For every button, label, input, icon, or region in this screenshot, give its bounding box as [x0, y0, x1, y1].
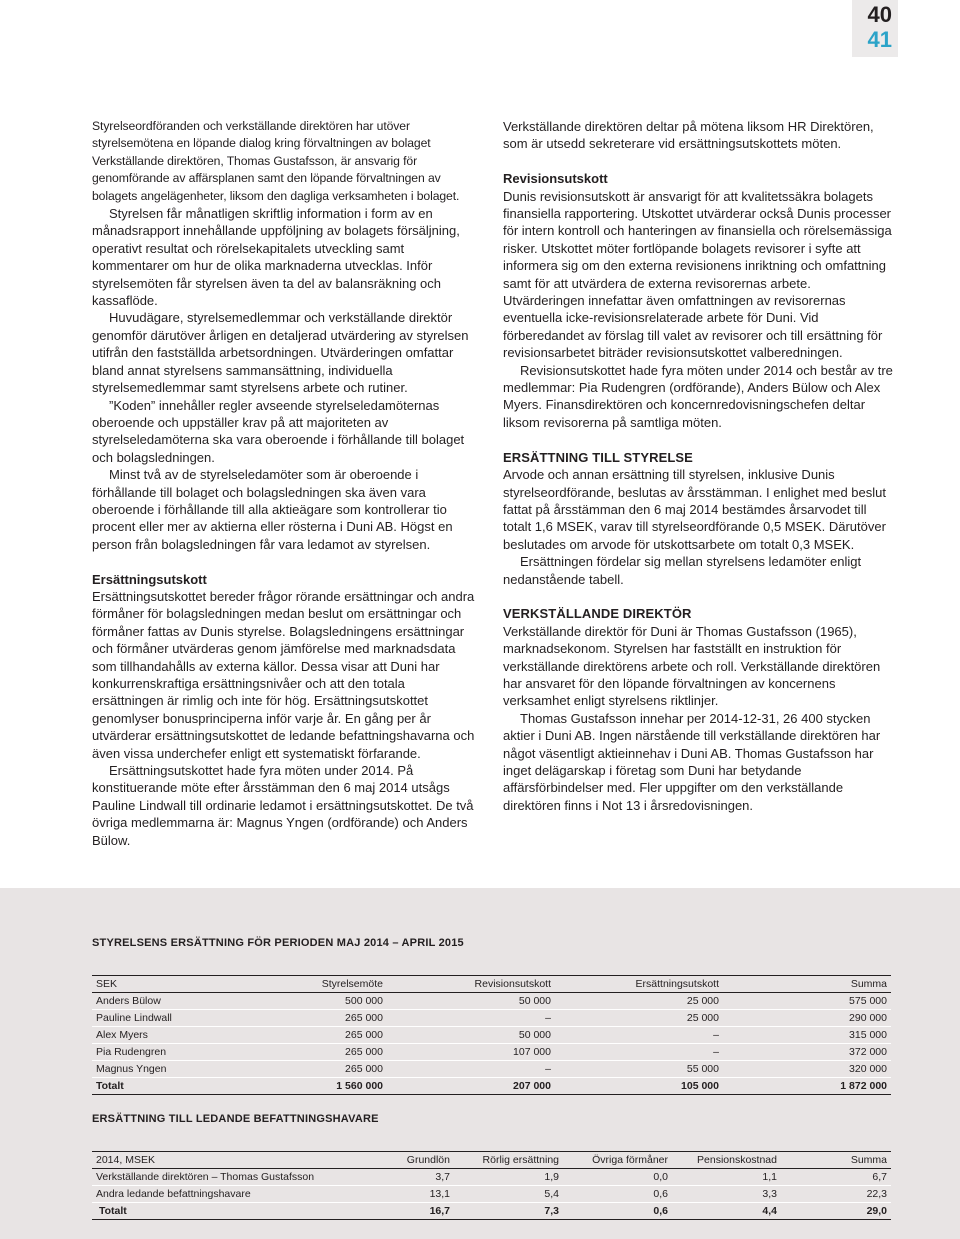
table-cell: –	[555, 1027, 723, 1044]
table-cell: –	[555, 1044, 723, 1061]
table-cell: 6,7	[781, 1169, 891, 1186]
right-paragraph-3: Revisionsutskottet hade fyra möten under 2014 och består av tre medlemmar: Pia Rudengren (ordförande), Anders Bülow och Alex Myers. Finansdirektören och koncernredovisningschefen deltar liksom revisorerna på samtliga möten.	[503, 362, 893, 430]
table-row	[92, 1061, 891, 1078]
board-remuneration-table	[92, 975, 891, 1095]
table-cell: 4,4	[672, 1203, 781, 1220]
executive-remuneration-table	[92, 1151, 891, 1220]
left-paragraph-5: Minst två av de styrelseledamöter som är oberoende i förhållande till bolaget och bolagsledningen ska även vara oberoende i förhållande till alla aktieägare som kontrollerar tio procent eller mer av aktierna eller rösterna i Duni AB. Högst en person från bolagsledningen får vara ledamot av styrelsen.	[92, 467, 453, 552]
table-cell: 1,9	[454, 1169, 563, 1186]
heading-ersattning-styrelse: ERSÄTTNING TILL STYRELSE	[503, 449, 693, 465]
table-header-cell: Övriga förmåner	[563, 1152, 672, 1169]
page-number-left: 40	[867, 2, 892, 27]
table-total-row	[92, 1078, 891, 1095]
table-cell: Anders Bülow	[92, 993, 242, 1010]
table-row	[92, 993, 891, 1010]
left-paragraph-6: Ersättningsutskottet bereder frågor rörande ersättningar och andra förmåner för bolagsledningen medan beslut om ersättningar och förmåner fattas av Dunis styrelse. Bolagsledningens ersättningar och förmåner utvärderas genom jämförelse med marknadsdata som tillhandahålls av externa källor. Dessa visar att Duni har konkurrenskraftiga ersättningsnivåer och att den totala ersättningen är rimlig och inte för hög. Ersättningsutskottet genomlyser bonusprinciperna inför varje år. En gång per år utvärderar ersättningsutskottet de ledande befattningshavarna och även vissa underchefer enligt ett systematiskt förfarande.	[92, 588, 475, 761]
table-header-cell: Pensionskostnad	[672, 1152, 781, 1169]
table-header-cell: Ersättningsutskott	[555, 976, 723, 993]
table-header-cell: 2014, MSEK	[92, 1152, 371, 1169]
right-paragraph-2: Dunis revisionsutskott är ansvarigt för att kvalitetssäkra bolagets finansiella rapportering. Utskottet utvärderar också Dunis processer för intern kontroll och hanteringen av finansiella och rörelsemässiga risker. Utskottet möter fortlöpande bolagets revisorer i syfte att informera sig om den externa revisionens inriktning och omfattning samt för att utvärdera de externa revisorernas arbete. Utvärderingen innefattar även omfattningen av revisorernas eventuella icke-revisionsrelaterade arbete för Duni. Vid förberedandet av förslag till valet av revisorer och till ersättning för revisionsarbetet biträder revisionsutskottet valberedningen.	[503, 188, 892, 361]
table-cell: 16,7	[371, 1203, 454, 1220]
table-cell: 25 000	[555, 993, 723, 1010]
table-cell: 7,3	[454, 1203, 563, 1220]
table-cell: 107 000	[387, 1044, 555, 1061]
left-paragraph-2: Styrelsen får månatligen skriftlig information i form av en månadsrapport innehållande uppföljning av bolagets försäljning, operativt resultat och rörelsekapitalets utveckling samt kommentarer om hur de olika marknaderna utvecklas. Inför styrelsemöten får styrelsen även ta del av balansräkning och kassaflöde.	[92, 206, 460, 309]
table-cell: 265 000	[242, 1061, 387, 1078]
table-header-cell: Grundlön	[371, 1152, 454, 1169]
table-cell: Totalt	[92, 1203, 371, 1220]
right-paragraph-4: Arvode och annan ersättning till styrelsen, inklusive Dunis styrelseordförande, beslutas av årsstämman. I enlighet med beslut fattat på årsstämman den 6 maj 2014 bestämdes årsarvodet till totalt 1,6 MSEK, varav till styrelseordförande 0,5 MSEK. Därutöver beslutades om arvode för utskottsarbete om totalt 0,3 MSEK.	[503, 467, 886, 552]
page-number-box	[852, 0, 898, 57]
left-paragraph-1: Styrelseordföranden och verkställande direktören har utöver styrelsemötena en löpande dialog kring förvaltningen av bolaget Verkställande direktören, Thomas Gustafsson, är ansvarig för genomförande av affärsplanen samt den löpande förvaltningen av bolagets angelägenheter, liksom den dagliga verksamheten i bolaget.	[92, 119, 460, 203]
table-cell: 1 872 000	[723, 1078, 891, 1095]
left-paragraph-3: Huvudägare, styrelsemedlemmar och verkställande direktör genomför därutöver årligen en detaljerad utvärdering av styrelsen utifrån den fastställda arbetsordningen. Utvärderingen omfattar bland annat styrelsens sammansättning, individuella styrelsemedlemmar samt styrelsens arbete och rutiner.	[92, 310, 469, 396]
table-header-row	[92, 1152, 891, 1169]
right-paragraph-5: Ersättningen fördelar sig mellan styrelsens ledamöter enligt nedanstående tabell.	[503, 554, 862, 587]
table-cell: Pia Rudengren	[92, 1044, 242, 1061]
table-cell: 22,3	[781, 1186, 891, 1203]
heading-verkstallande-direktor: VERKSTÄLLANDE DIREKTÖR	[503, 606, 692, 622]
table-cell: 50 000	[387, 993, 555, 1010]
table-header-cell: Rörlig ersättning	[454, 1152, 563, 1169]
table-cell: 207 000	[387, 1078, 555, 1095]
table-cell: Verkställande direktören – Thomas Gustafsson	[92, 1169, 371, 1186]
table-cell: –	[387, 1010, 555, 1027]
table-header-row	[92, 976, 891, 993]
table-row	[92, 1169, 891, 1186]
table-cell: 1 560 000	[242, 1078, 387, 1095]
right-paragraph-7: Thomas Gustafsson innehar per 2014-12-31, 26 400 stycken aktier i Duni AB. Ingen närstående till verkställande direktören har något väsentligt aktieinnehav i Duni AB. Thomas Gustafsson har inget delägarskap i företag som Duni har betydande affärsförbindelser med. Fler uppgifter om den verkställande direktören finns i Not 13 i årsredovisningen.	[503, 710, 881, 813]
table-cell: 25 000	[555, 1010, 723, 1027]
table-cell: Pauline Lindwall	[92, 1010, 242, 1027]
table-cell: 55 000	[555, 1061, 723, 1078]
table-header-cell: Summa	[781, 1152, 891, 1169]
table-total-row	[92, 1203, 891, 1220]
left-paragraph-4: ”Koden” innehåller regler avseende styrelseledamöternas oberoende och uppställer krav på att majoriteten av styrelseledamöterna ska vara oberoende i förhållande till bolaget och bolagsledningen.	[92, 397, 465, 465]
table-header-cell: Revisionsutskott	[387, 976, 555, 993]
left-paragraph-7: Ersättningsutskottet hade fyra möten under 2014. På konstituerande möte efter årsstämman den 6 maj 2014 utsågs Pauline Lindwall till ordinarie ledamot i ersättningsutskottet. De två övriga medlemmarna är: Magnus Yngen (ordförande) och Anders Bülow.	[92, 763, 474, 848]
table-cell: 265 000	[242, 1027, 387, 1044]
table-cell: 105 000	[555, 1078, 723, 1095]
table-cell: 3,7	[371, 1169, 454, 1186]
table-cell: 575 000	[723, 993, 891, 1010]
table-cell: 0,6	[563, 1203, 672, 1220]
table-cell: Totalt	[92, 1078, 242, 1095]
table-header-cell: Summa	[723, 976, 891, 993]
table-cell: 13,1	[371, 1186, 454, 1203]
table-row	[92, 1186, 891, 1203]
table-cell: 265 000	[242, 1010, 387, 1027]
table-row	[92, 1027, 891, 1044]
table-row	[92, 1010, 891, 1027]
table-cell: Andra ledande befattningshavare	[92, 1186, 371, 1203]
left-column	[92, 118, 476, 849]
table2-title: ERSÄTTNING TILL LEDANDE BEFATTNINGSHAVARE	[92, 1113, 379, 1125]
table-header-cell: SEK	[92, 976, 242, 993]
table-cell: 265 000	[242, 1044, 387, 1061]
table-cell: 320 000	[723, 1061, 891, 1078]
table-cell: 290 000	[723, 1010, 891, 1027]
right-column	[503, 118, 893, 814]
right-paragraph-1: Verkställande direktören deltar på mötena liksom HR Direktören, som är utsedd sekreterare vid ersättningsutskottets möten.	[503, 119, 874, 152]
table-cell: 3,3	[672, 1186, 781, 1203]
table-cell: –	[387, 1061, 555, 1078]
table-cell: 50 000	[387, 1027, 555, 1044]
table-cell: 29,0	[781, 1203, 891, 1220]
page-number-right: 41	[867, 27, 892, 52]
table-cell: 1,1	[672, 1169, 781, 1186]
table-cell: 0,6	[563, 1186, 672, 1203]
table-cell: 5,4	[454, 1186, 563, 1203]
heading-ersattningsutskott: Ersättningsutskott	[92, 571, 207, 587]
table-cell: 315 000	[723, 1027, 891, 1044]
heading-revisionsutskott: Revisionsutskott	[503, 171, 608, 187]
table1-title: STYRELSENS ERSÄTTNING FÖR PERIODEN MAJ 2014 – APRIL 2015	[92, 937, 464, 949]
table-cell: 500 000	[242, 993, 387, 1010]
right-paragraph-6: Verkställande direktör för Duni är Thomas Gustafsson (1965), marknadsekonom. Styrelsen har fastställt en instruktion för verkställande direktörens arbete och roll. Verkställande direktören har ansvaret för den löpande förvaltningen av koncernens verksamhet enligt styrelsens riktlinjer.	[503, 623, 881, 709]
table-header-cell: Styrelsemöte	[242, 976, 387, 993]
table-row	[92, 1044, 891, 1061]
table-cell: 372 000	[723, 1044, 891, 1061]
table-cell: Alex Myers	[92, 1027, 242, 1044]
table-cell: Magnus Yngen	[92, 1061, 242, 1078]
table-cell: 0,0	[563, 1169, 672, 1186]
